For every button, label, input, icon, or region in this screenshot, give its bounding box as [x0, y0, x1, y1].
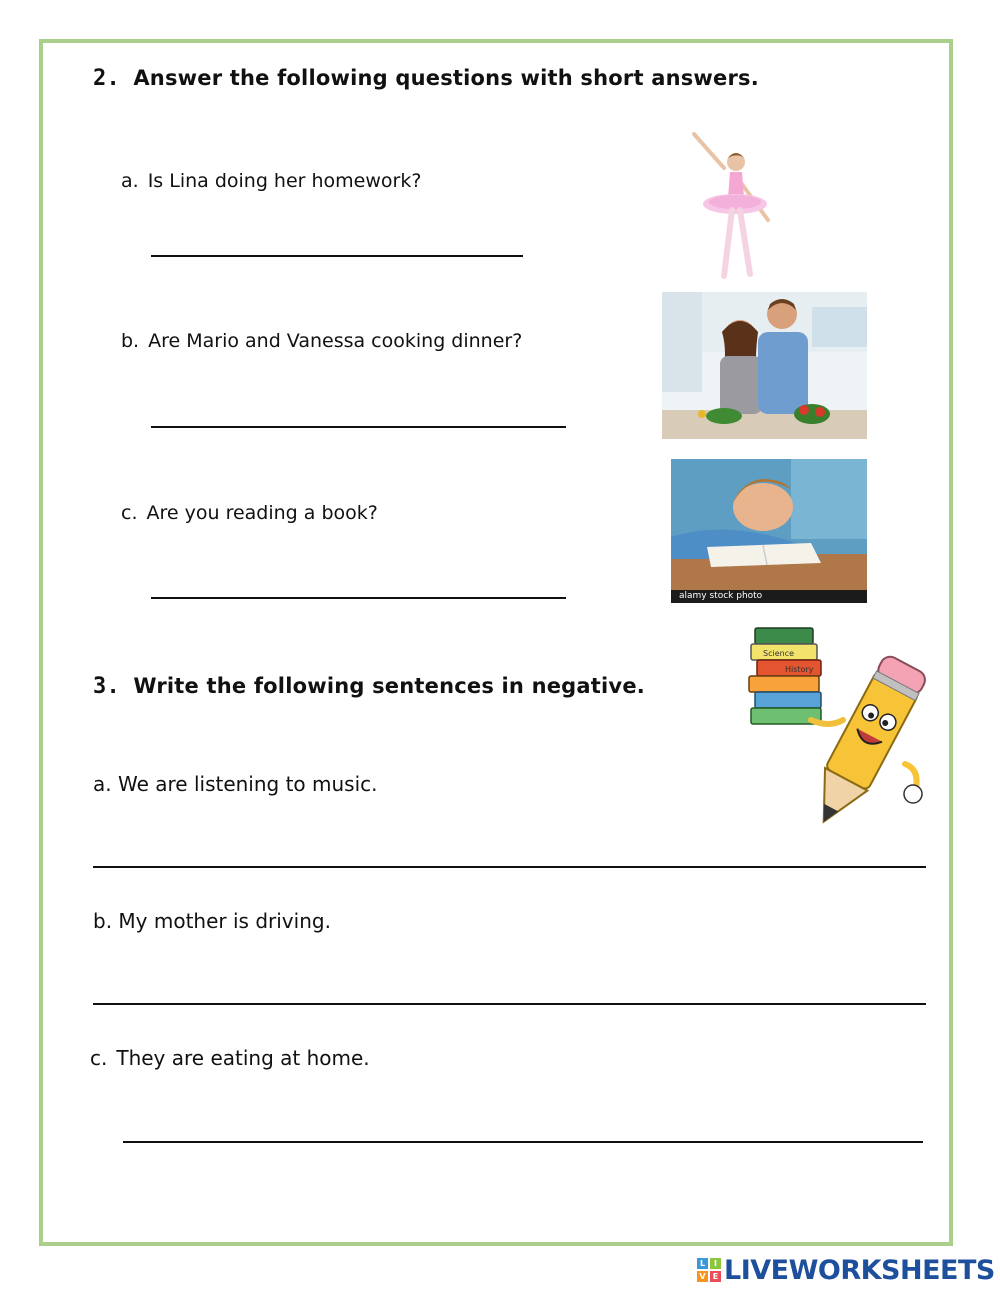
sentence-label: a.: [93, 772, 112, 796]
book-label-science: Science: [763, 649, 795, 658]
logo-letter: L: [697, 1258, 708, 1269]
logo-letter: I: [710, 1258, 721, 1269]
section-3-heading: [93, 674, 645, 699]
section-2-title: Answer the following questions with short answers.: [133, 66, 759, 90]
question-text: Are Mario and Vanessa cooking dinner?: [148, 330, 523, 352]
couple-cooking-photo: [662, 292, 867, 439]
ballerina-photo: [680, 128, 780, 280]
answer-input-3b[interactable]: [93, 981, 926, 1005]
logo-letter: V: [697, 1271, 708, 1282]
question-2b: [121, 330, 522, 352]
sentence-3b: [93, 909, 331, 933]
section-2-number: 2.: [93, 66, 120, 91]
question-2c: [121, 502, 378, 524]
sentence-text: My mother is driving.: [118, 909, 331, 933]
question-label: a.: [121, 170, 139, 192]
liveworksheets-logo[interactable]: [697, 1254, 995, 1286]
question-text: Is Lina doing her homework?: [147, 170, 422, 192]
section-3-title: Write the following sentences in negative.: [133, 674, 645, 698]
question-text: Are you reading a book?: [146, 502, 378, 524]
answer-input-3c[interactable]: [123, 1119, 923, 1143]
pencil-with-books-illustration: [745, 624, 935, 854]
answer-input-2c[interactable]: [151, 575, 566, 599]
answer-input-2a[interactable]: [151, 233, 523, 257]
section-2-heading: [93, 66, 759, 91]
brand-name: LIVEWORKSHEETS: [724, 1254, 995, 1286]
sentence-label: c.: [90, 1046, 108, 1070]
sentence-text: They are eating at home.: [116, 1046, 370, 1070]
book-label-history: History: [785, 665, 814, 674]
stock-watermark: alamy stock photo: [679, 591, 763, 601]
logo-mark-icon: [697, 1258, 721, 1282]
sentence-3c: [90, 1046, 370, 1070]
question-label: c.: [121, 502, 138, 524]
question-label: b.: [121, 330, 140, 352]
logo-letter: E: [710, 1271, 721, 1282]
sentence-text: We are listening to music.: [117, 772, 378, 796]
section-3-number: 3.: [93, 674, 120, 699]
sentence-3a: [93, 772, 378, 796]
question-2a: [121, 170, 421, 192]
answer-input-2b[interactable]: [151, 404, 566, 428]
sleeping-boy-photo: [671, 459, 867, 603]
sentence-label: b.: [93, 909, 113, 933]
